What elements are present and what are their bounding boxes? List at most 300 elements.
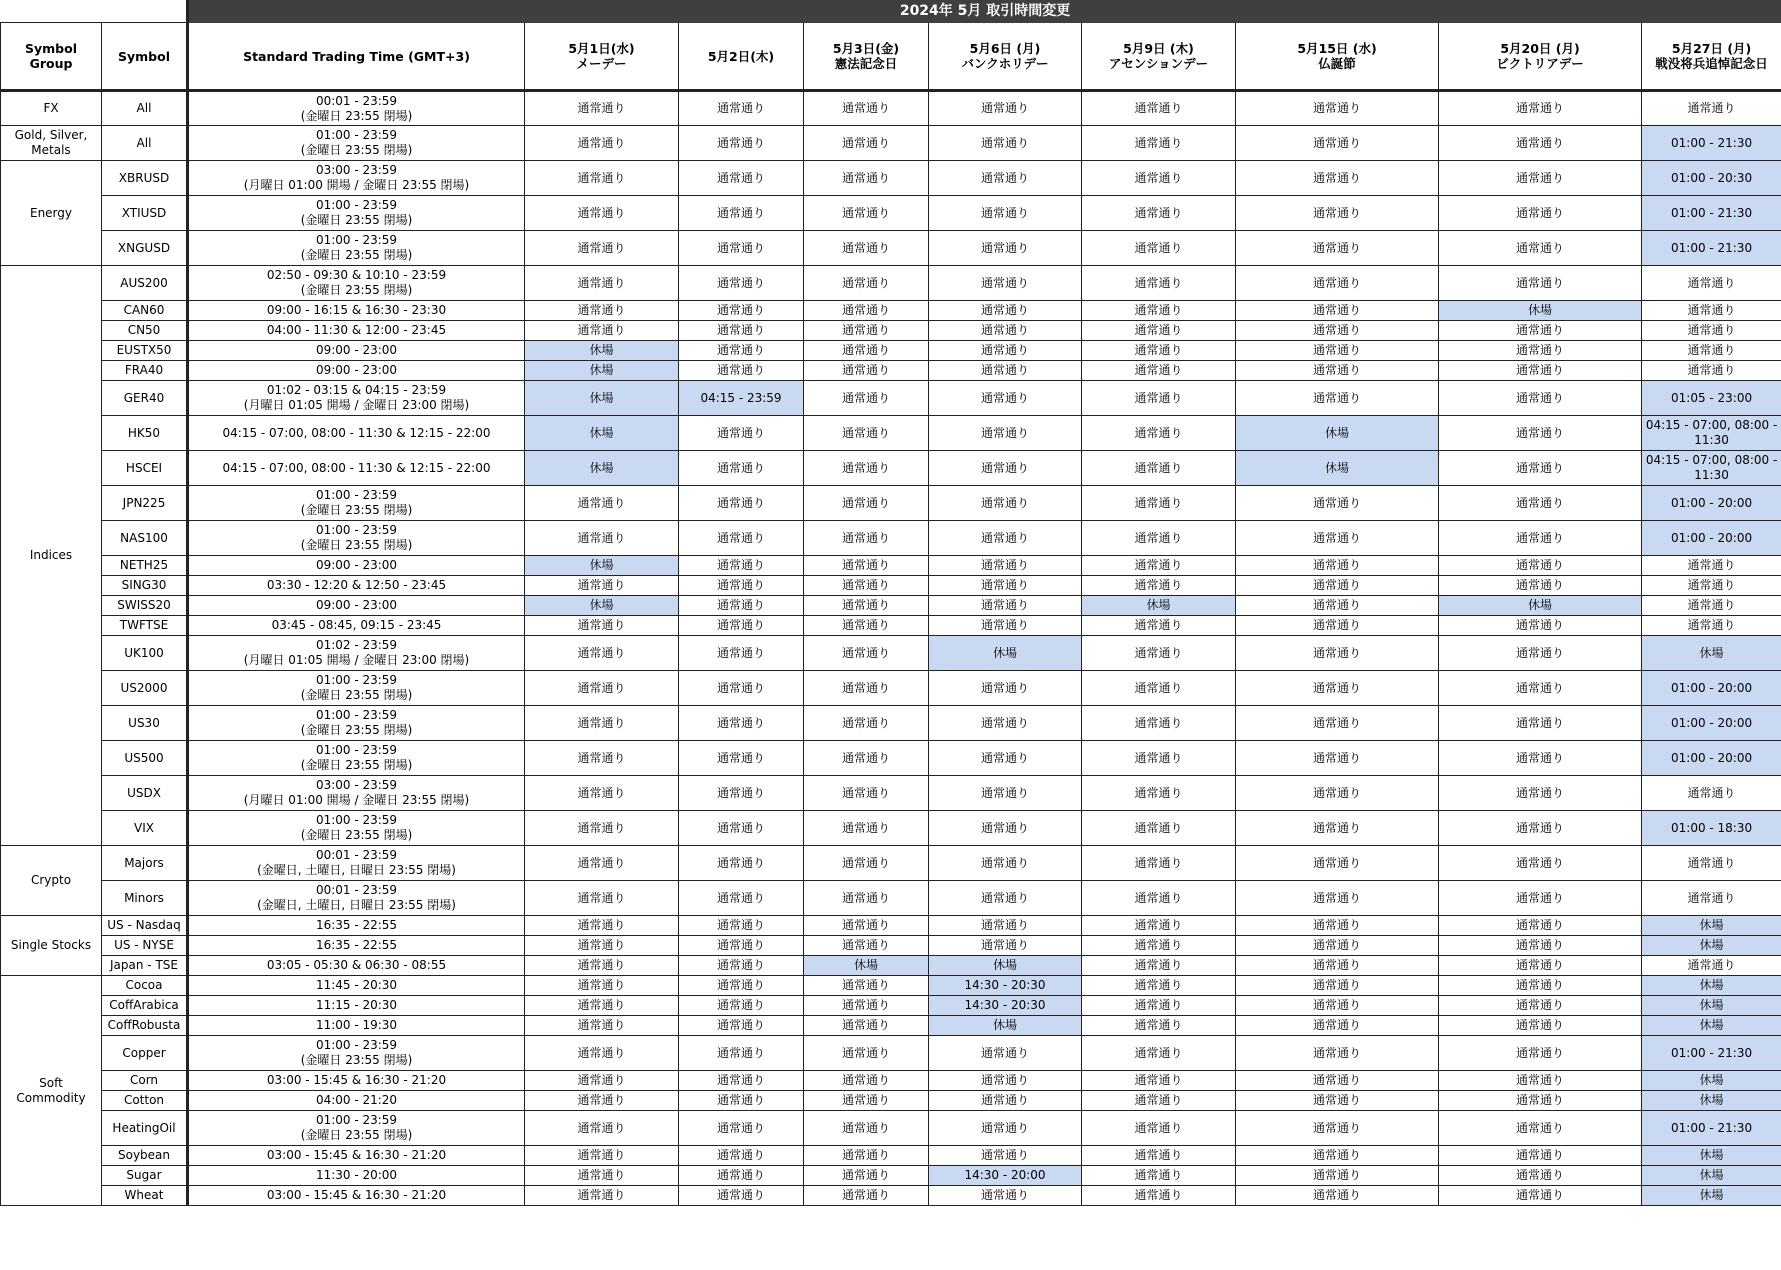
day-status-cell: 休場 (929, 1016, 1082, 1036)
symbol-cell: TWFTSE (102, 616, 188, 636)
day-status-cell: 通常通り (804, 341, 929, 361)
standard-time-hours: 16:35 - 22:55 (315, 918, 398, 932)
day-status-cell: 通常通り (525, 636, 679, 671)
day-status-cell: 通常通り (679, 1036, 804, 1071)
day-status-cell: 通常通り (1236, 846, 1439, 881)
standard-time-hours: 01:00 - 23:59 (315, 708, 398, 722)
table-row (1, 916, 1781, 936)
table-row (1, 1016, 1781, 1036)
day-status-cell: 通常通り (1642, 616, 1781, 636)
header-day-0 (525, 23, 679, 91)
day-status-cell: 通常通り (929, 126, 1082, 161)
day-status-cell: 通常通り (804, 1016, 929, 1036)
symbol-cell: CoffRobusta (102, 1016, 188, 1036)
standard-time-hours: 03:05 - 05:30 & 06:30 - 08:55 (266, 958, 447, 972)
day-status-cell: 通常通り (1082, 266, 1236, 301)
standard-time-cell (188, 1036, 525, 1071)
table-row (1, 956, 1781, 976)
day-status-cell: 通常通り (804, 91, 929, 126)
day-status-cell: 通常通り (1236, 1166, 1439, 1186)
day-status-cell: 通常通り (1642, 881, 1781, 916)
day-status-cell: 通常通り (679, 521, 804, 556)
standard-time-hours: 11:00 - 19:30 (315, 1018, 398, 1032)
standard-time-cell (188, 846, 525, 881)
day-status-cell: 通常通り (804, 126, 929, 161)
day-status-cell: 休場 (929, 636, 1082, 671)
day-status-cell: 通常通り (679, 576, 804, 596)
day-status-cell: 通常通り (1082, 976, 1236, 996)
standard-time-cell (188, 1146, 525, 1166)
day-status-cell: 通常通り (804, 706, 929, 741)
day-status-cell: 通常通り (929, 1146, 1082, 1166)
standard-time-cell (188, 1016, 525, 1036)
standard-time-cell (188, 706, 525, 741)
table-row (1, 196, 1781, 231)
day-status-cell: 通常通り (679, 1146, 804, 1166)
header-day-2 (804, 23, 929, 91)
symbol-cell: Wheat (102, 1186, 188, 1206)
day-status-cell: 通常通り (1236, 956, 1439, 976)
day-status-cell: 通常通り (525, 741, 679, 776)
standard-time-hours: 11:45 - 20:30 (315, 978, 398, 992)
day-status-cell: 通常通り (1439, 741, 1642, 776)
day-status-cell: 通常通り (1439, 1016, 1642, 1036)
standard-time-note: (金曜日 23:55 閉場) (300, 723, 413, 737)
day-status-cell: 通常通り (804, 846, 929, 881)
day-status-cell: 通常通り (1439, 266, 1642, 301)
day-status-cell: 通常通り (804, 416, 929, 451)
symbol-cell: Japan - TSE (102, 956, 188, 976)
header-day-date: 5月3日(金) (832, 41, 900, 56)
day-status-cell: 通常通り (679, 161, 804, 196)
symbol-cell: XNGUSD (102, 231, 188, 266)
day-status-cell: 通常通り (804, 636, 929, 671)
day-status-cell: 通常通り (1082, 706, 1236, 741)
day-status-cell: 休場 (1642, 996, 1781, 1016)
symbol-group-cell: Crypto (1, 846, 102, 916)
standard-time-hours: 01:00 - 23:59 (315, 673, 398, 687)
day-status-cell: 通常通り (525, 91, 679, 126)
standard-time-hours: 01:00 - 23:59 (315, 1113, 398, 1127)
day-status-cell: 休場 (1642, 916, 1781, 936)
day-status-cell: 通常通り (1082, 1186, 1236, 1206)
day-status-cell: 通常通り (1642, 956, 1781, 976)
symbol-cell: SING30 (102, 576, 188, 596)
day-status-cell: 休場 (1642, 976, 1781, 996)
day-status-cell: 通常通り (929, 776, 1082, 811)
day-status-cell: 通常通り (929, 556, 1082, 576)
day-status-cell: 通常通り (1082, 671, 1236, 706)
day-status-cell: 通常通り (804, 881, 929, 916)
symbol-group-cell: Energy (1, 161, 102, 266)
day-status-cell: 通常通り (1082, 486, 1236, 521)
table-row (1, 881, 1781, 916)
day-status-cell: 通常通り (1236, 671, 1439, 706)
header-day-holiday: ビクトリアデー (1496, 56, 1584, 71)
day-status-cell: 通常通り (1082, 1091, 1236, 1111)
symbol-cell: Cocoa (102, 976, 188, 996)
standard-time-cell (188, 671, 525, 706)
standard-time-note: (金曜日 23:55 閉場) (300, 213, 413, 227)
symbol-cell: US - NYSE (102, 936, 188, 956)
day-status-cell: 通常通り (525, 1166, 679, 1186)
day-status-cell: 通常通り (804, 556, 929, 576)
day-status-cell: 休場 (1642, 936, 1781, 956)
table-row (1, 1166, 1781, 1186)
day-status-cell: 通常通り (1439, 706, 1642, 741)
standard-time-cell (188, 341, 525, 361)
day-status-cell: 通常通り (1439, 576, 1642, 596)
standard-time-cell (188, 161, 525, 196)
day-status-cell: 通常通り (929, 881, 1082, 916)
day-status-cell: 01:00 - 21:30 (1642, 196, 1781, 231)
standard-time-cell (188, 1091, 525, 1111)
table-row (1, 776, 1781, 811)
day-status-cell: 通常通り (1236, 1036, 1439, 1071)
standard-time-note: (金曜日 23:55 閉場) (300, 108, 413, 123)
day-status-cell: 通常通り (1439, 976, 1642, 996)
day-status-cell: 通常通り (929, 1111, 1082, 1146)
table-row (1, 361, 1781, 381)
standard-time-hours: 03:00 - 23:59 (315, 163, 398, 177)
day-status-cell: 通常通り (1439, 671, 1642, 706)
day-status-cell: 通常通り (1236, 916, 1439, 936)
day-status-cell: 通常通り (1439, 486, 1642, 521)
day-status-cell: 通常通り (525, 916, 679, 936)
standard-time-hours: 00:01 - 23:59 (315, 848, 398, 862)
day-status-cell: 通常通り (1082, 576, 1236, 596)
day-status-cell: 通常通り (1236, 381, 1439, 416)
table-row (1, 266, 1781, 301)
standard-time-hours: 03:00 - 15:45 & 16:30 - 21:20 (266, 1073, 447, 1087)
symbol-group-cell: Single Stocks (1, 916, 102, 976)
day-status-cell: 通常通り (1236, 576, 1439, 596)
day-status-cell: 通常通り (804, 1146, 929, 1166)
day-status-cell: 通常通り (1236, 616, 1439, 636)
day-status-cell: 通常通り (1082, 846, 1236, 881)
day-status-cell: 通常通り (525, 301, 679, 321)
day-status-cell: 通常通り (929, 486, 1082, 521)
day-status-cell: 休場 (1082, 596, 1236, 616)
day-status-cell: 通常通り (1642, 91, 1781, 126)
day-status-cell: 休場 (525, 361, 679, 381)
table-row (1, 341, 1781, 361)
banner-spacer (1, 1, 188, 23)
day-status-cell: 01:00 - 21:30 (1642, 231, 1781, 266)
standard-time-cell (188, 1071, 525, 1091)
day-status-cell: 通常通り (679, 321, 804, 341)
standard-time-note: (金曜日 23:55 閉場) (300, 248, 413, 262)
day-status-cell: 通常通り (1236, 1016, 1439, 1036)
standard-time-cell (188, 776, 525, 811)
day-status-cell: 通常通り (929, 671, 1082, 706)
day-status-cell: 通常通り (679, 881, 804, 916)
day-status-cell: 通常通り (525, 936, 679, 956)
day-status-cell: 通常通り (679, 956, 804, 976)
day-status-cell: 通常通り (929, 451, 1082, 486)
day-status-cell: 通常通り (525, 811, 679, 846)
day-status-cell: 通常通り (1236, 636, 1439, 671)
day-status-cell: 通常通り (679, 91, 804, 126)
day-status-cell: 通常通り (804, 576, 929, 596)
day-status-cell: 休場 (1642, 1186, 1781, 1206)
day-status-cell: 通常通り (929, 196, 1082, 231)
day-status-cell: 通常通り (1082, 126, 1236, 161)
day-status-cell: 通常通り (1082, 776, 1236, 811)
symbol-cell: Copper (102, 1036, 188, 1071)
symbol-cell: AUS200 (102, 266, 188, 301)
standard-time-cell (188, 956, 525, 976)
day-status-cell: 通常通り (1642, 266, 1781, 301)
day-status-cell: 通常通り (679, 671, 804, 706)
day-status-cell: 通常通り (1439, 381, 1642, 416)
day-status-cell: 通常通り (1082, 91, 1236, 126)
symbol-cell: Soybean (102, 1146, 188, 1166)
day-status-cell: 通常通り (929, 811, 1082, 846)
standard-time-hours: 01:00 - 23:59 (315, 813, 398, 827)
day-status-cell: 休場 (525, 596, 679, 616)
table-row (1, 596, 1781, 616)
day-status-cell: 休場 (525, 381, 679, 416)
day-status-cell: 通常通り (1236, 321, 1439, 341)
table-row (1, 846, 1781, 881)
standard-time-cell (188, 91, 525, 126)
day-status-cell: 通常通り (929, 321, 1082, 341)
day-status-cell: 通常通り (1236, 596, 1439, 616)
day-status-cell: 通常通り (804, 1091, 929, 1111)
standard-time-hours: 09:00 - 16:15 & 16:30 - 23:30 (266, 303, 447, 317)
day-status-cell: 通常通り (1439, 91, 1642, 126)
day-status-cell: 通常通り (525, 321, 679, 341)
table-row (1, 1071, 1781, 1091)
day-status-cell: 通常通り (1236, 996, 1439, 1016)
day-status-cell: 通常通り (525, 161, 679, 196)
standard-time-cell (188, 996, 525, 1016)
day-status-cell: 通常通り (804, 321, 929, 341)
day-status-cell: 通常通り (804, 521, 929, 556)
day-status-cell: 通常通り (804, 616, 929, 636)
day-status-cell: 通常通り (1236, 1071, 1439, 1091)
symbol-cell: Majors (102, 846, 188, 881)
symbol-cell: US30 (102, 706, 188, 741)
day-status-cell: 通常通り (679, 596, 804, 616)
day-status-cell: 04:15 - 07:00, 08:00 - 11:30 (1642, 416, 1781, 451)
day-status-cell: 通常通り (679, 1071, 804, 1091)
day-status-cell: 通常通り (1236, 976, 1439, 996)
day-status-cell: 通常通り (1082, 301, 1236, 321)
standard-time-hours: 03:00 - 15:45 & 16:30 - 21:20 (266, 1188, 447, 1202)
day-status-cell: 通常通り (1642, 321, 1781, 341)
standard-time-hours: 16:35 - 22:55 (315, 938, 398, 952)
day-status-cell: 通常通り (679, 556, 804, 576)
standard-time-hours: 04:15 - 07:00, 08:00 - 11:30 & 12:15 - 22:00 (222, 425, 491, 440)
day-status-cell: 通常通り (525, 266, 679, 301)
header-day-3 (929, 23, 1082, 91)
table-row (1, 671, 1781, 706)
day-status-cell: 休場 (1439, 596, 1642, 616)
symbol-cell: Cotton (102, 1091, 188, 1111)
day-status-cell: 通常通り (1439, 1166, 1642, 1186)
day-status-cell: 通常通り (804, 301, 929, 321)
day-status-cell: 通常通り (1439, 956, 1642, 976)
banner-title: 2024年 5月 取引時間変更 (188, 1, 1781, 23)
day-status-cell: 01:00 - 20:00 (1642, 486, 1781, 521)
symbol-cell: XBRUSD (102, 161, 188, 196)
day-status-cell: 通常通り (929, 936, 1082, 956)
table-row (1, 616, 1781, 636)
day-status-cell: 休場 (1642, 636, 1781, 671)
day-status-cell: 通常通り (1236, 301, 1439, 321)
day-status-cell: 通常通り (679, 1111, 804, 1146)
day-status-cell: 通常通り (1236, 91, 1439, 126)
table-row (1, 576, 1781, 596)
table-row (1, 976, 1781, 996)
day-status-cell: 通常通り (1236, 486, 1439, 521)
standard-time-hours: 09:00 - 23:00 (315, 598, 398, 612)
day-status-cell: 通常通り (804, 1071, 929, 1091)
table-row (1, 126, 1781, 161)
day-status-cell: 通常通り (1439, 1146, 1642, 1166)
day-status-cell: 通常通り (525, 1016, 679, 1036)
day-status-cell: 通常通り (525, 976, 679, 996)
day-status-cell: 通常通り (1082, 916, 1236, 936)
day-status-cell: 通常通り (525, 846, 679, 881)
day-status-cell: 通常通り (1236, 881, 1439, 916)
day-status-cell: 通常通り (1439, 556, 1642, 576)
symbol-cell: US2000 (102, 671, 188, 706)
symbol-cell: Corn (102, 1071, 188, 1091)
day-status-cell: 通常通り (804, 776, 929, 811)
header-day-holiday: アセンションデー (1108, 56, 1209, 71)
header-standard-time: Standard Trading Time (GMT+3) (188, 23, 525, 91)
day-status-cell: 通常通り (1642, 341, 1781, 361)
standard-time-hours: 04:15 - 07:00, 08:00 - 11:30 & 12:15 - 22:00 (222, 460, 491, 475)
day-status-cell: 通常通り (804, 916, 929, 936)
day-status-cell: 04:15 - 07:00, 08:00 - 11:30 (1642, 451, 1781, 486)
day-status-cell: 01:00 - 20:00 (1642, 706, 1781, 741)
header-day-date: 5月15日 (水) (1297, 41, 1377, 56)
standard-time-note: (金曜日 23:55 閉場) (300, 1053, 413, 1067)
standard-time-cell (188, 881, 525, 916)
standard-time-hours: 09:00 - 23:00 (315, 343, 398, 357)
standard-time-hours: 11:30 - 20:00 (315, 1168, 398, 1182)
day-status-cell: 通常通り (1082, 616, 1236, 636)
standard-time-note: (金曜日, 土曜日, 日曜日 23:55 閉場) (257, 898, 456, 912)
day-status-cell: 通常通り (1082, 161, 1236, 196)
symbol-cell: Sugar (102, 1166, 188, 1186)
day-status-cell: 通常通り (804, 1036, 929, 1071)
day-status-cell: 通常通り (1082, 196, 1236, 231)
table-row (1, 1146, 1781, 1166)
standard-time-note: (金曜日 23:55 閉場) (300, 1128, 413, 1142)
day-status-cell: 休場 (525, 451, 679, 486)
day-status-cell: 通常通り (679, 1091, 804, 1111)
header-day-date: 5月20日 (月) (1500, 41, 1580, 56)
standard-time-cell (188, 596, 525, 616)
symbol-cell: Minors (102, 881, 188, 916)
day-status-cell: 通常通り (929, 616, 1082, 636)
standard-time-hours: 04:00 - 21:20 (315, 1093, 398, 1107)
header-day-date: 5月9日 (木) (1123, 41, 1194, 56)
header-day-holiday: 仏誕節 (1318, 56, 1356, 71)
day-status-cell: 通常通り (679, 126, 804, 161)
day-status-cell: 通常通り (1082, 1111, 1236, 1146)
day-status-cell: 通常通り (525, 1036, 679, 1071)
standard-time-hours: 01:00 - 23:59 (315, 488, 398, 502)
day-status-cell: 通常通り (929, 301, 1082, 321)
day-status-cell: 通常通り (929, 1091, 1082, 1111)
day-status-cell: 通常通り (679, 916, 804, 936)
day-status-cell: 通常通り (679, 936, 804, 956)
day-status-cell: 04:15 - 23:59 (679, 381, 804, 416)
symbol-cell: GER40 (102, 381, 188, 416)
symbol-group-cell: Soft Commodity (1, 976, 102, 1206)
day-status-cell: 休場 (1642, 1091, 1781, 1111)
symbol-cell: CAN60 (102, 301, 188, 321)
day-status-cell: 通常通り (1082, 956, 1236, 976)
table-row (1, 416, 1781, 451)
standard-time-note: (金曜日 23:55 閉場) (300, 828, 413, 842)
day-status-cell: 通常通り (1082, 341, 1236, 361)
standard-time-cell (188, 1111, 525, 1146)
day-status-cell: 休場 (1236, 451, 1439, 486)
day-status-cell: 通常通り (1082, 1071, 1236, 1091)
day-status-cell: 通常通り (1439, 916, 1642, 936)
day-status-cell: 01:00 - 21:30 (1642, 126, 1781, 161)
standard-time-cell (188, 266, 525, 301)
day-status-cell: 通常通り (1642, 596, 1781, 616)
day-status-cell: 通常通り (1236, 706, 1439, 741)
day-status-cell: 通常通り (1439, 996, 1642, 1016)
day-status-cell: 通常通り (929, 341, 1082, 361)
header-day-holiday: 憲法記念日 (834, 56, 898, 71)
standard-time-hours: 03:00 - 23:59 (315, 778, 398, 792)
day-status-cell: 通常通り (804, 1186, 929, 1206)
day-status-cell: 通常通り (1082, 521, 1236, 556)
day-status-cell: 休場 (1236, 416, 1439, 451)
day-status-cell: 01:05 - 23:00 (1642, 381, 1781, 416)
symbol-cell: VIX (102, 811, 188, 846)
day-status-cell: 通常通り (1439, 231, 1642, 266)
header-day-5 (1236, 23, 1439, 91)
standard-time-note: (月曜日 01:05 開場 / 金曜日 23:00 閉場) (243, 398, 470, 412)
day-status-cell: 通常通り (1439, 1036, 1642, 1071)
table-row (1, 321, 1781, 341)
day-status-cell: 通常通り (525, 956, 679, 976)
standard-time-cell (188, 301, 525, 321)
standard-time-note: (金曜日 23:55 閉場) (300, 283, 413, 297)
day-status-cell: 通常通り (525, 1146, 679, 1166)
standard-time-hours: 03:45 - 08:45, 09:15 - 23:45 (271, 618, 442, 632)
day-status-cell: 通常通り (679, 741, 804, 776)
table-row (1, 161, 1781, 196)
day-status-cell: 通常通り (1439, 161, 1642, 196)
day-status-cell: 通常通り (1439, 361, 1642, 381)
day-status-cell: 休場 (525, 416, 679, 451)
table-row (1, 706, 1781, 741)
day-status-cell: 01:00 - 20:30 (1642, 161, 1781, 196)
day-status-cell: 通常通り (1236, 1186, 1439, 1206)
symbol-cell: All (102, 126, 188, 161)
standard-time-cell (188, 811, 525, 846)
standard-time-note: (金曜日 23:55 閉場) (300, 688, 413, 702)
standard-time-cell (188, 556, 525, 576)
header-day-holiday: メーデー (576, 56, 627, 71)
day-status-cell: 通常通り (1236, 126, 1439, 161)
day-status-cell: 通常通り (929, 576, 1082, 596)
day-status-cell: 通常通り (679, 341, 804, 361)
day-status-cell: 通常通り (804, 1166, 929, 1186)
